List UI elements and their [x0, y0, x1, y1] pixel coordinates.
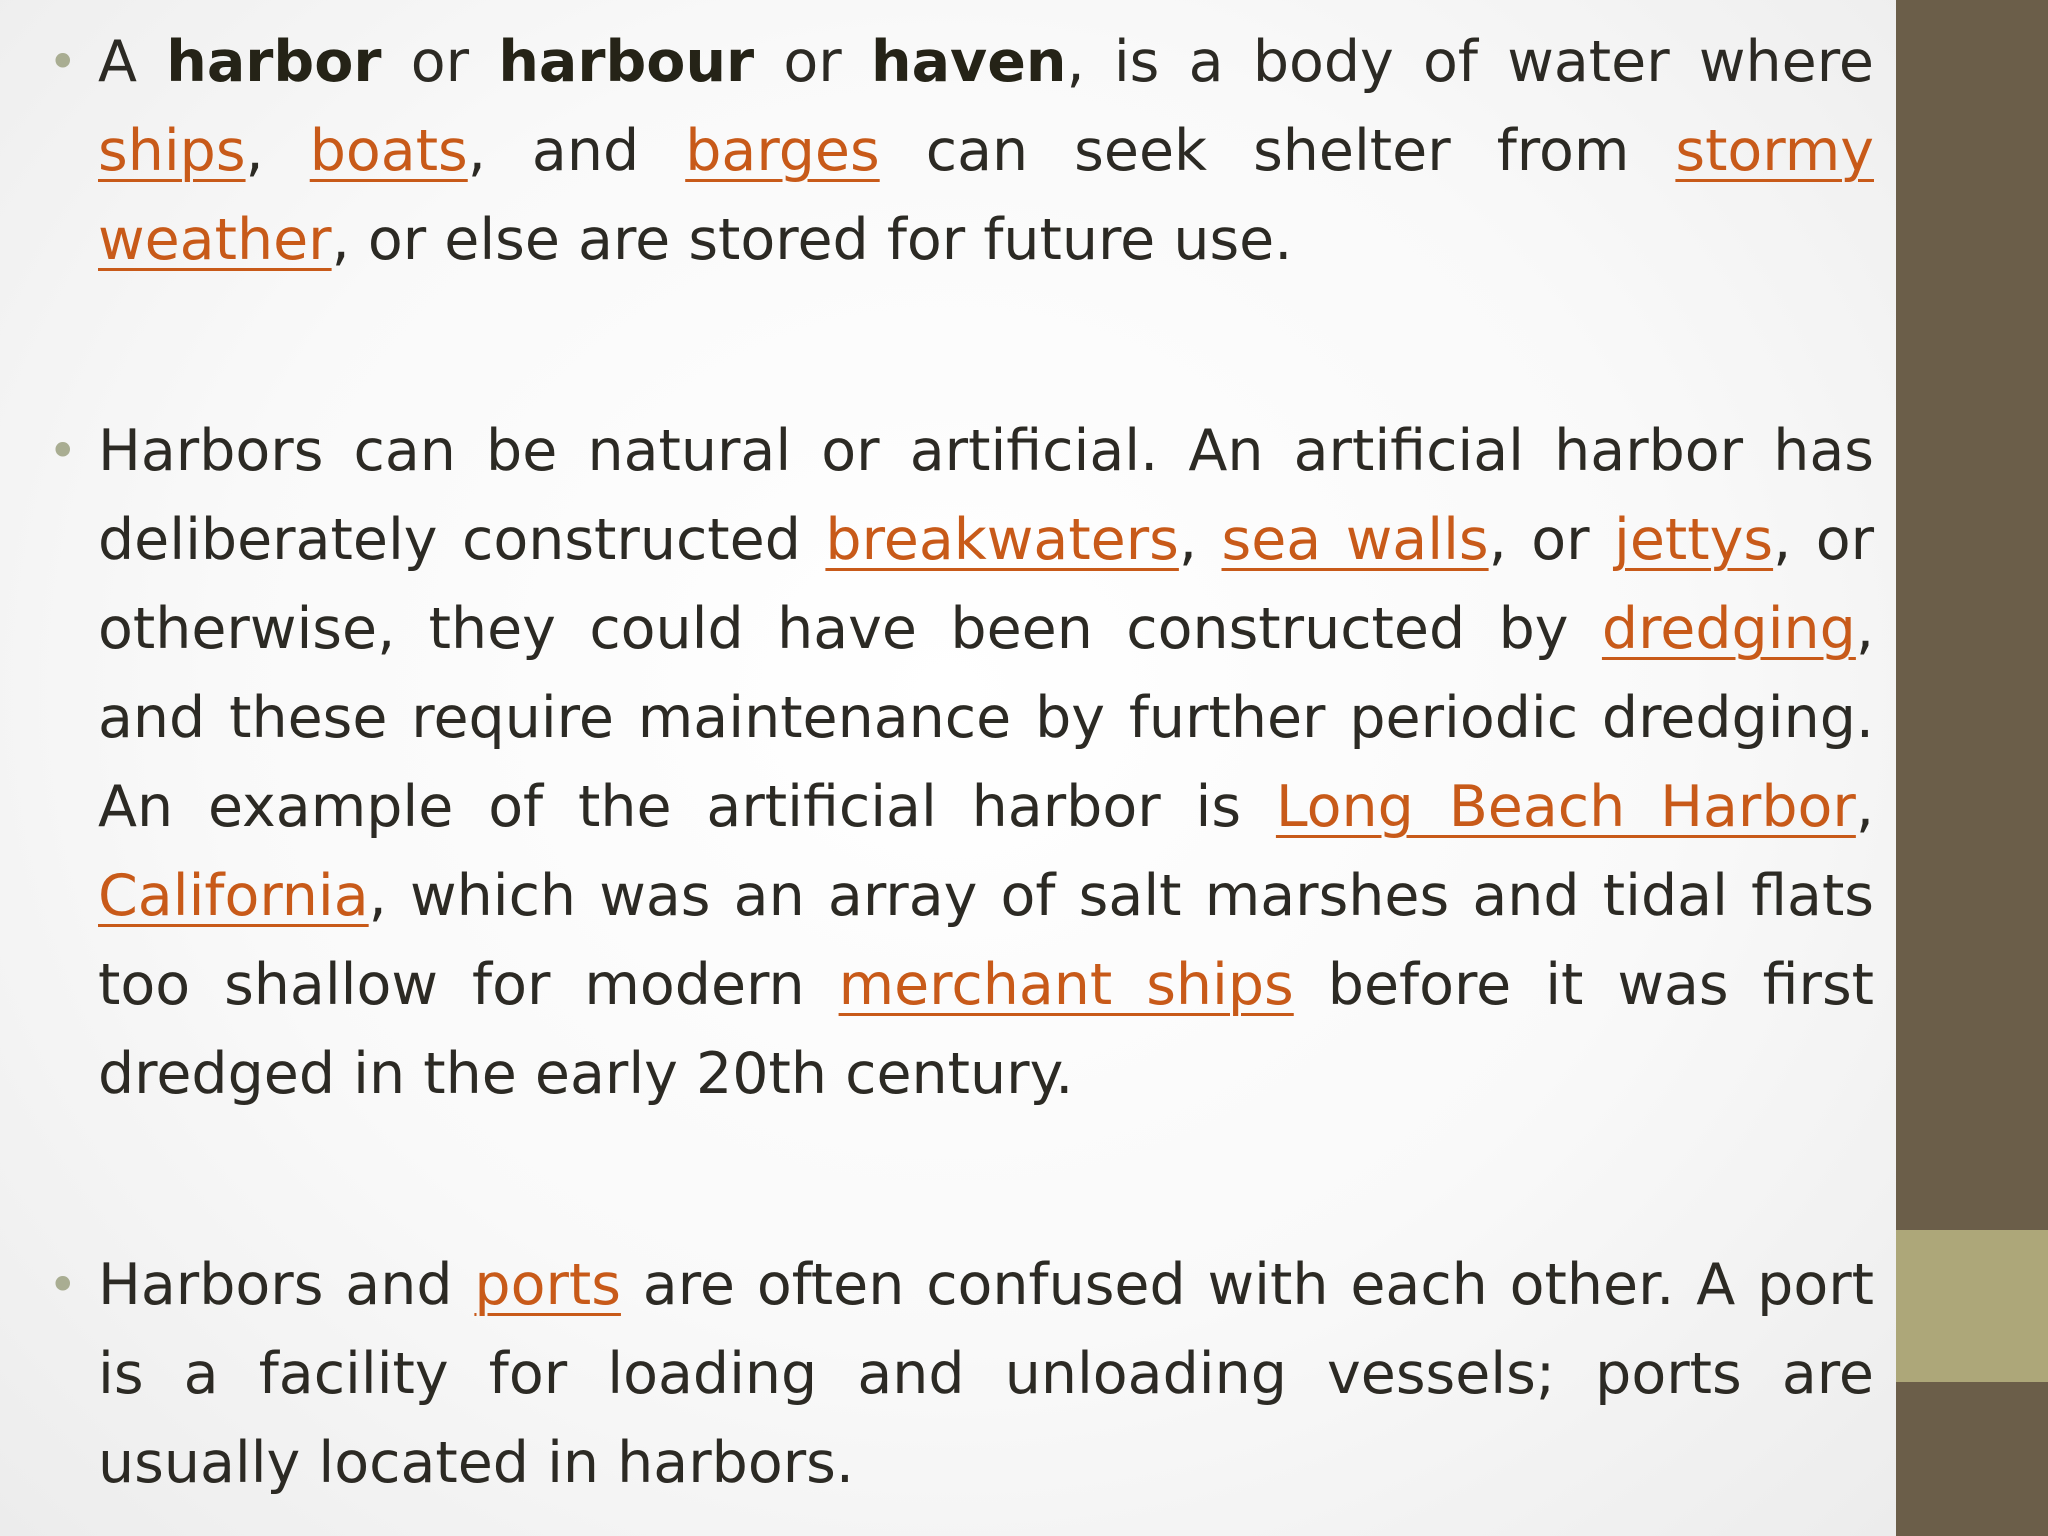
link-dredging[interactable]: dredging	[1601, 596, 1856, 662]
text-segment: , which was an array of salt marshes and tidal flats too shallow for modern	[98, 863, 1874, 1018]
text-segment: ,	[1178, 507, 1222, 573]
text-segment: , and these require maintenance by further periodic dredging. An example of the artificial harbor is	[98, 596, 1874, 840]
link-breakwaters[interactable]: breakwaters	[825, 507, 1179, 573]
link-long-beach-harbor[interactable]: Long Beach Harbor	[1275, 774, 1856, 840]
term-harbor: harbor	[166, 29, 382, 95]
bullet-natural-artificial	[48, 407, 1874, 1119]
text-segment: , or otherwise, they could have been constructed by	[98, 507, 1874, 662]
text-segment: , is a body of water where	[1066, 29, 1874, 95]
text-segment: are often confused with each other. A port is a facility for loading and unloading vessels; ports are usually located in harbors.	[98, 1252, 1874, 1496]
bullet-harbor-definition	[48, 18, 1874, 285]
slide-content	[48, 18, 1874, 1508]
link-stormy-weather[interactable]: stormy weather	[98, 118, 1874, 273]
text-segment: or	[754, 29, 871, 95]
bullet-dot-icon: •	[48, 33, 78, 91]
link-jettys[interactable]: jettys	[1614, 507, 1774, 573]
link-boats[interactable]: boats	[309, 118, 468, 184]
text-segment: Harbors can be natural or artificial. An artificial harbor has deliberately constructed	[98, 418, 1874, 573]
bullet-dot-icon: •	[48, 1256, 78, 1314]
text-segment: , and	[467, 118, 686, 184]
text-segment: ,	[1855, 774, 1874, 840]
bullet-harbors-ports	[48, 1241, 1874, 1508]
link-merchant-ships[interactable]: merchant ships	[838, 952, 1294, 1018]
text-segment: Harbors and	[98, 1252, 475, 1318]
text-segment: can seek shelter from	[879, 118, 1676, 184]
term-haven: haven	[871, 29, 1067, 95]
text-segment: before it was first dredged in the early 20th century.	[98, 952, 1874, 1107]
link-california[interactable]: California	[98, 863, 369, 929]
link-sea-walls[interactable]: sea walls	[1221, 507, 1489, 573]
text-segment: ,	[245, 118, 310, 184]
decorative-side-bar-accent	[1896, 1230, 2048, 1382]
link-barges[interactable]: barges	[685, 118, 880, 184]
link-ports[interactable]: ports	[474, 1252, 621, 1318]
text-segment: , or	[1488, 507, 1615, 573]
text-segment: , or else are stored for future use.	[331, 207, 1293, 273]
bullet-dot-icon: •	[48, 422, 78, 480]
term-harbour: harbour	[498, 29, 755, 95]
text-segment: or	[381, 29, 499, 95]
text-segment: A	[98, 29, 167, 95]
link-ships[interactable]: ships	[98, 118, 246, 184]
